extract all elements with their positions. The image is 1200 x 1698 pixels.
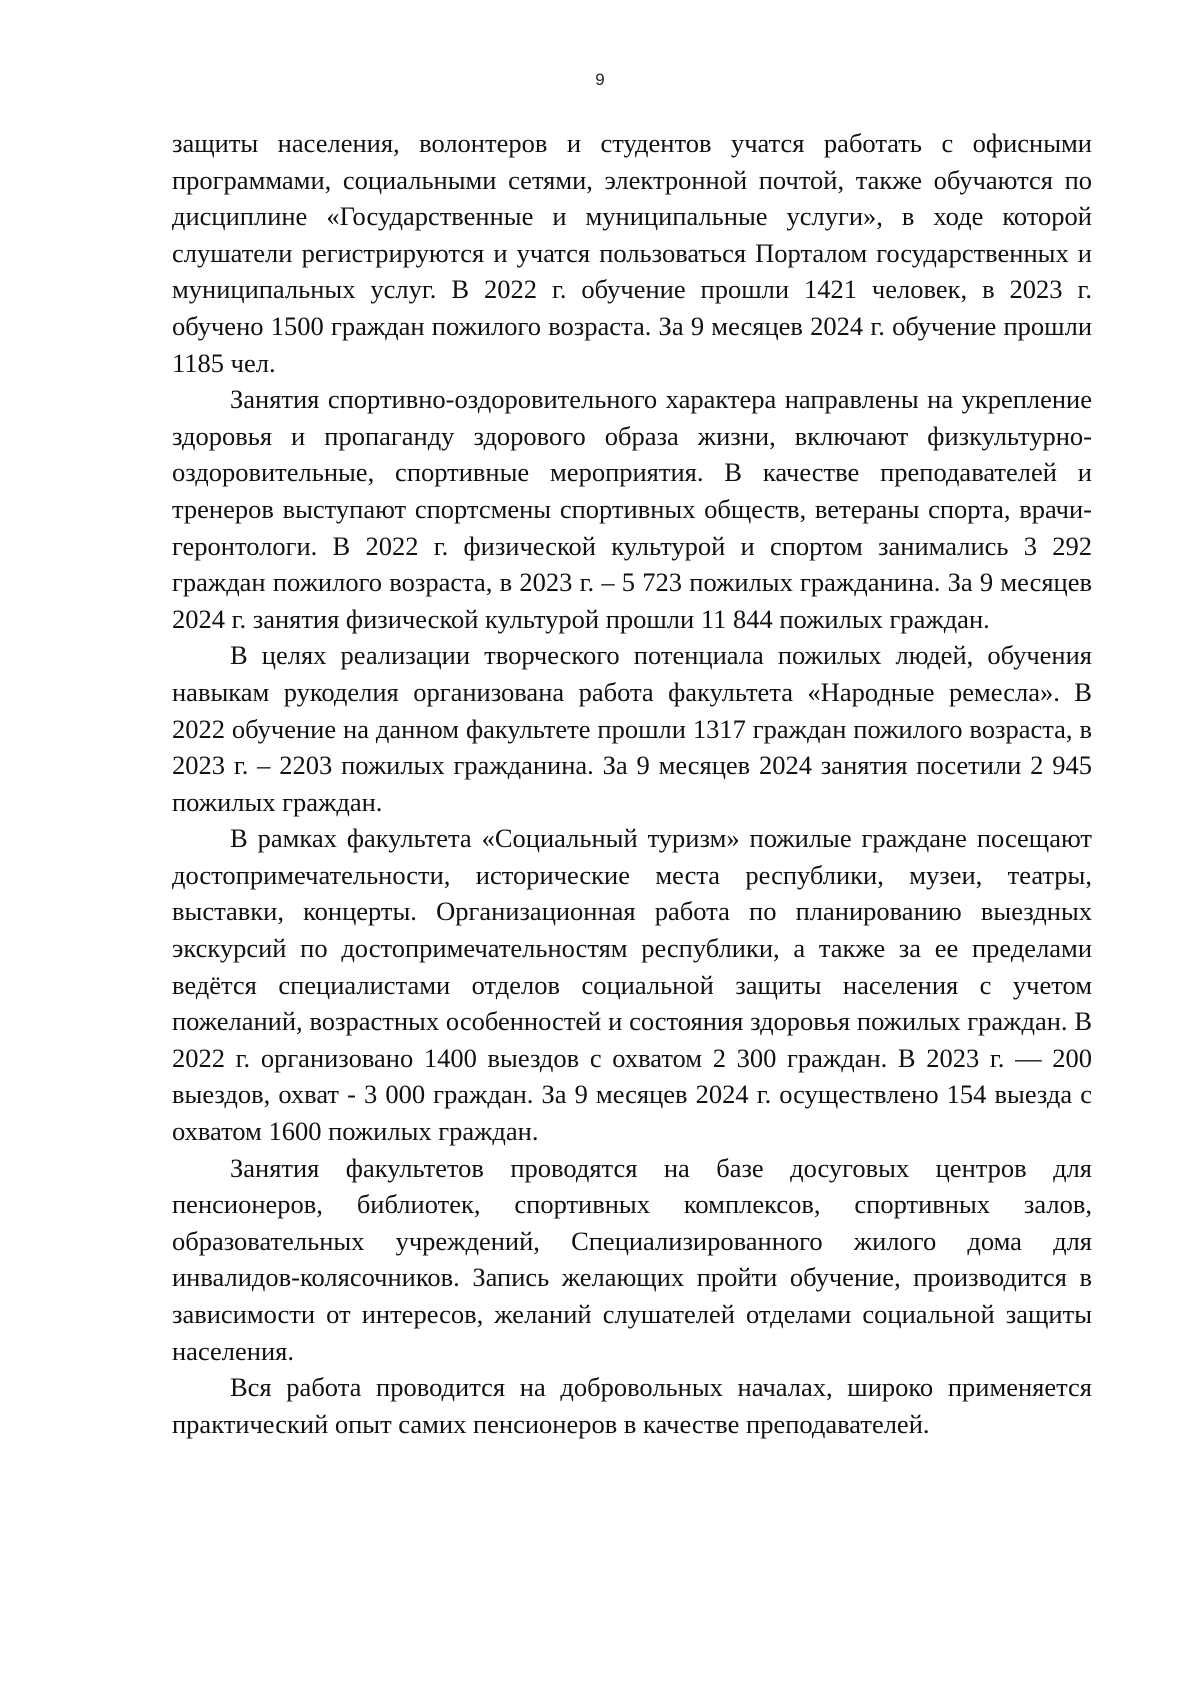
paragraph-voluntary-work: Вся работа проводится на добровольных началах, широко применяется практический опыт самих пенсионеров в качестве преподавателей.	[172, 1372, 1092, 1439]
paragraph-folk-crafts: В целях реализации творческого потенциала пожилых людей, обучения навыкам рукоделия организована работа факультета «Народные ремесла». В 2022 обучение на данном факультете прошли 1317 граждан пожилого возраста, в 2023 г. – 2203 пожилых гражданина. За 9 месяцев 2024 занятия посетили 2 945 пожилых граждан.	[172, 640, 1092, 817]
paragraph-sports-health: Занятия спортивно-оздоровительного характера направлены на укрепление здоровья и пропаганду здорового образа жизни, включают физкультурно-оздоровительные, спортивные мероприятия. В качестве преподавателей и тренеров выступают спортсмены спортивных обществ, ветераны спорта, врачи-геронтологи. В 2022 г. физической культурой и спортом занимались 3 292 граждан пожилого возраста, в 2023 г. – 5 723 пожилых гражданина. За 9 месяцев 2024 г. занятия физической культурой прошли 11 844 пожилых граждан.	[172, 384, 1092, 634]
paragraph-it-training: защиты населения, волонтеров и студентов учатся работать с офисными программами, социальными сетями, электронной почтой, также обучаются по дисциплине «Государственные и муниципальные услуги», в ходе которой слушатели регистрируются и учатся пользоваться Порталом государственных и муниципальных услуг. В 2022 г. обучение прошли 1421 человек, в 2023 г. обучено 1500 граждан пожилого возраста. За 9 месяцев 2024 г. обучение прошли 1185 чел.	[172, 128, 1092, 378]
paragraph-social-tourism: В рамках факультета «Социальный туризм» пожилые граждане посещают достопримечательности, исторические места республики, музеи, театры, выставки, концерты. Организационная работа по планированию выездных экскурсий по достопримечательностям республики, а также за ее пределами ведётся специалистами отделов социальной защиты населения с учетом пожеланий, возрастных особенностей и состояния здоровья пожилых граждан. В 2022 г. организовано 1400 выездов с охватом 2 300 граждан. В 2023 г. — 200 выездов, охват - 3 000 граждан. За 9 месяцев 2024 г. осуществлено 154 выезда с охватом 1600 пожилых граждан.	[172, 823, 1092, 1147]
page-number: 9	[595, 70, 605, 89]
paragraph-faculty-venues: Занятия факультетов проводятся на базе досуговых центров для пенсионеров, библиотек, спортивных комплексов, спортивных залов, образовательных учреждений, Специализированного жилого дома для инвалидов-колясочников. Запись желающих пройти обучение, производится в зависимости от интересов, желаний слушателей отделами социальной защиты населения.	[172, 1152, 1092, 1366]
document-body	[172, 125, 1092, 1442]
